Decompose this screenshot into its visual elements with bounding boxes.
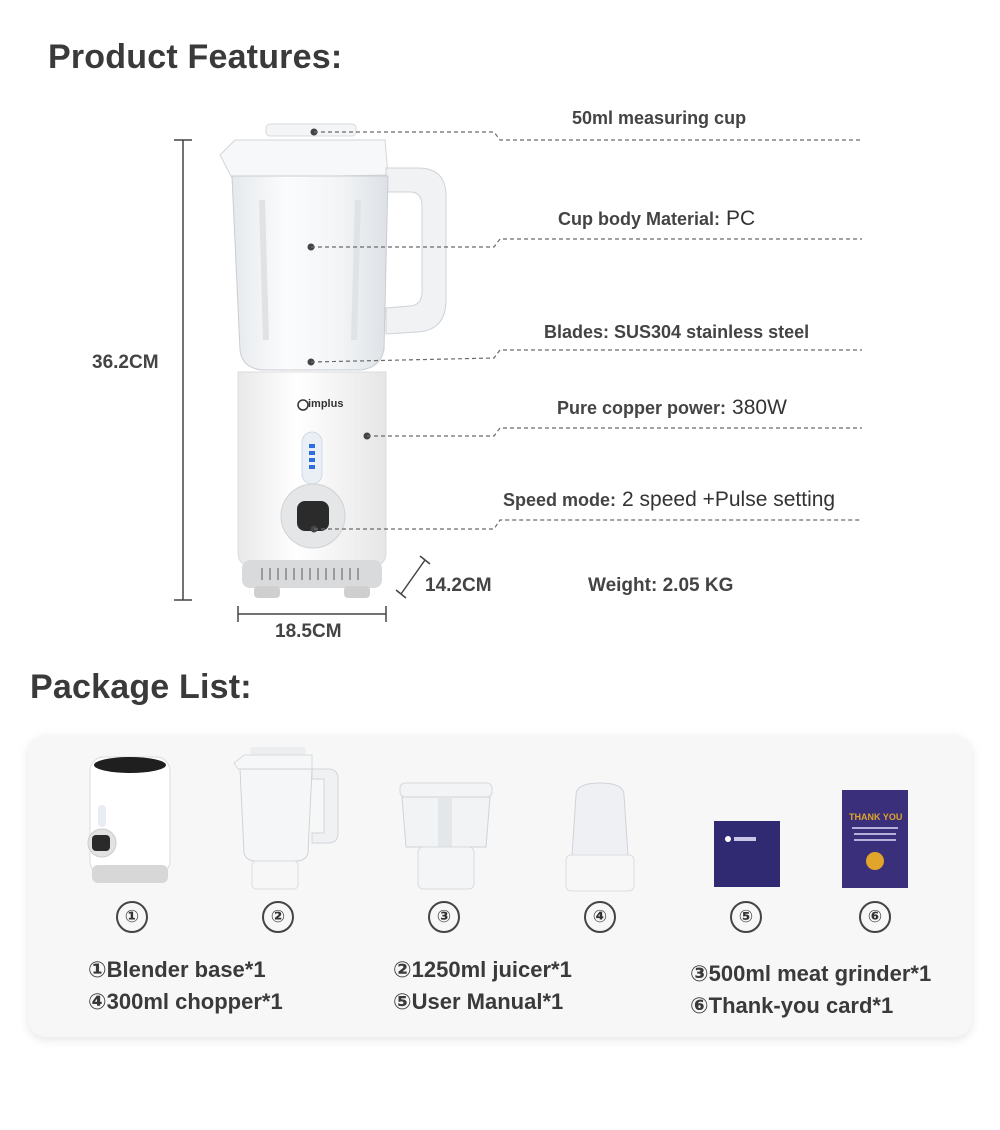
- item-thank-you-card: [842, 790, 908, 888]
- package-line-juicer: ②1250ml juicer*1: [393, 957, 572, 982]
- card-text: THANK YOU: [849, 812, 903, 822]
- item-juicer: [234, 747, 338, 889]
- blender-diagram: [0, 100, 1000, 660]
- features-title: Product Features:: [48, 38, 343, 76]
- item-number-5: ⑤: [730, 901, 762, 933]
- feature-blades: Blades: SUS304 stainless steel: [544, 322, 810, 342]
- blender-handle: [386, 168, 446, 334]
- package-line-thank-you-card: ⑥Thank-you card*1: [690, 993, 894, 1018]
- width-dimension-line: [238, 606, 386, 622]
- item-number-6: ⑥: [859, 901, 891, 933]
- item-chopper: [566, 783, 634, 891]
- feature-power: Pure copper power: 380W: [557, 396, 787, 419]
- package-items: [28, 735, 972, 905]
- width-label: 18.5CM: [275, 621, 342, 642]
- blender-lid: [220, 124, 388, 178]
- package-line-user-manual: ⑤User Manual*1: [393, 989, 564, 1014]
- feature-speed-mode: Speed mode: 2 speed +Pulse setting: [503, 488, 836, 511]
- package-line-blender-base: ①Blender base*1: [88, 957, 266, 982]
- item-user-manual: [714, 821, 780, 887]
- feature-cup-material: Cup body Material: PC: [558, 207, 756, 230]
- item-blender-base: [88, 757, 170, 883]
- item-number-4: ④: [584, 901, 616, 933]
- feature-measuring-cup: 50ml measuring cup: [572, 108, 747, 128]
- package-title: Package List:: [30, 668, 252, 706]
- item-number-2: ②: [262, 901, 294, 933]
- brand-logo: implus: [308, 398, 344, 410]
- height-dimension-line: [174, 140, 192, 600]
- blender-jar: [232, 176, 388, 370]
- depth-label: 14.2CM: [425, 575, 492, 596]
- item-number-1: ①: [116, 901, 148, 933]
- item-number-3: ③: [428, 901, 460, 933]
- package-line-meat-grinder: ③500ml meat grinder*1: [690, 961, 932, 986]
- height-label: 36.2CM: [92, 352, 159, 373]
- item-meat-grinder: [400, 783, 492, 889]
- weight-info: Weight: 2.05 KG: [588, 575, 734, 596]
- package-line-chopper: ④300ml chopper*1: [88, 989, 283, 1014]
